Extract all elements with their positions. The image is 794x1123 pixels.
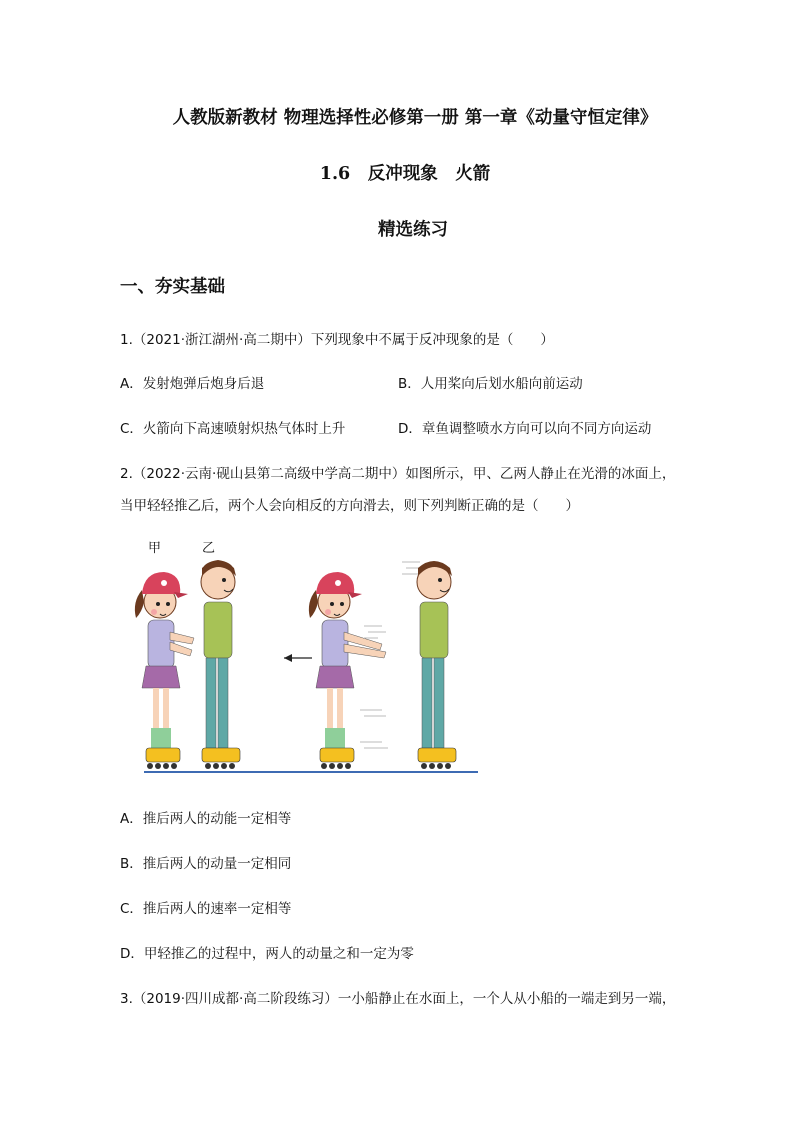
- question-2-option-d: D．甲轻推乙的过程中，两人的动量之和一定为零: [120, 946, 414, 962]
- question-2-option-c: C．推后两人的速率一定相等: [120, 901, 292, 917]
- girl-jia-left: [135, 572, 194, 769]
- boy-yi-left: [201, 560, 240, 769]
- question-2-option-b: B．推后两人的动量一定相同: [120, 856, 292, 872]
- motion-arrow: [284, 654, 312, 662]
- skaters-figure: [120, 532, 490, 780]
- lesson-title: 1.6 反冲现象 火箭: [319, 164, 491, 184]
- question-2-stem-line2: 当甲轻轻推乙后，两个人会向相反的方向滑去，则下列判断正确的是（ ）: [120, 498, 579, 514]
- question-1-stem: 1.（2021·浙江湖州·高二期中）下列现象中不属于反冲现象的是（ ）: [120, 332, 554, 348]
- question-1-option-b: B．人用桨向后划水船向前运动: [398, 376, 583, 392]
- section-heading: 一、夯实基础: [120, 277, 225, 297]
- question-1-option-a: A．发射炮弹后炮身后退: [120, 376, 265, 392]
- girl-jia-right: [309, 572, 386, 769]
- question-3-stem: 3.（2019·四川成都·高二阶段练习）一小船静止在水面上，一个人从小船的一端走到另一端，: [120, 991, 676, 1007]
- question-2-stem-line1: 2.（2022·云南·砚山县第二高级中学高二期中）如图所示，甲、乙两人静止在光滑的冰面上，: [120, 466, 676, 482]
- exercise-tag: 精选练习: [378, 220, 448, 240]
- question-1-option-d: D．章鱼调整喷水方向可以向不同方向运动: [398, 421, 652, 437]
- question-1-option-c: C．火箭向下高速喷射炽热气体时上升: [120, 421, 346, 437]
- label-jia: 甲: [148, 541, 162, 556]
- document-title: 人教版新教材 物理选择性必修第一册 第一章《动量守恒定律》: [172, 108, 658, 128]
- label-yi: 乙: [202, 541, 216, 556]
- question-2-option-a: A．推后两人的动能一定相等: [120, 811, 292, 827]
- boy-yi-right: [417, 561, 456, 769]
